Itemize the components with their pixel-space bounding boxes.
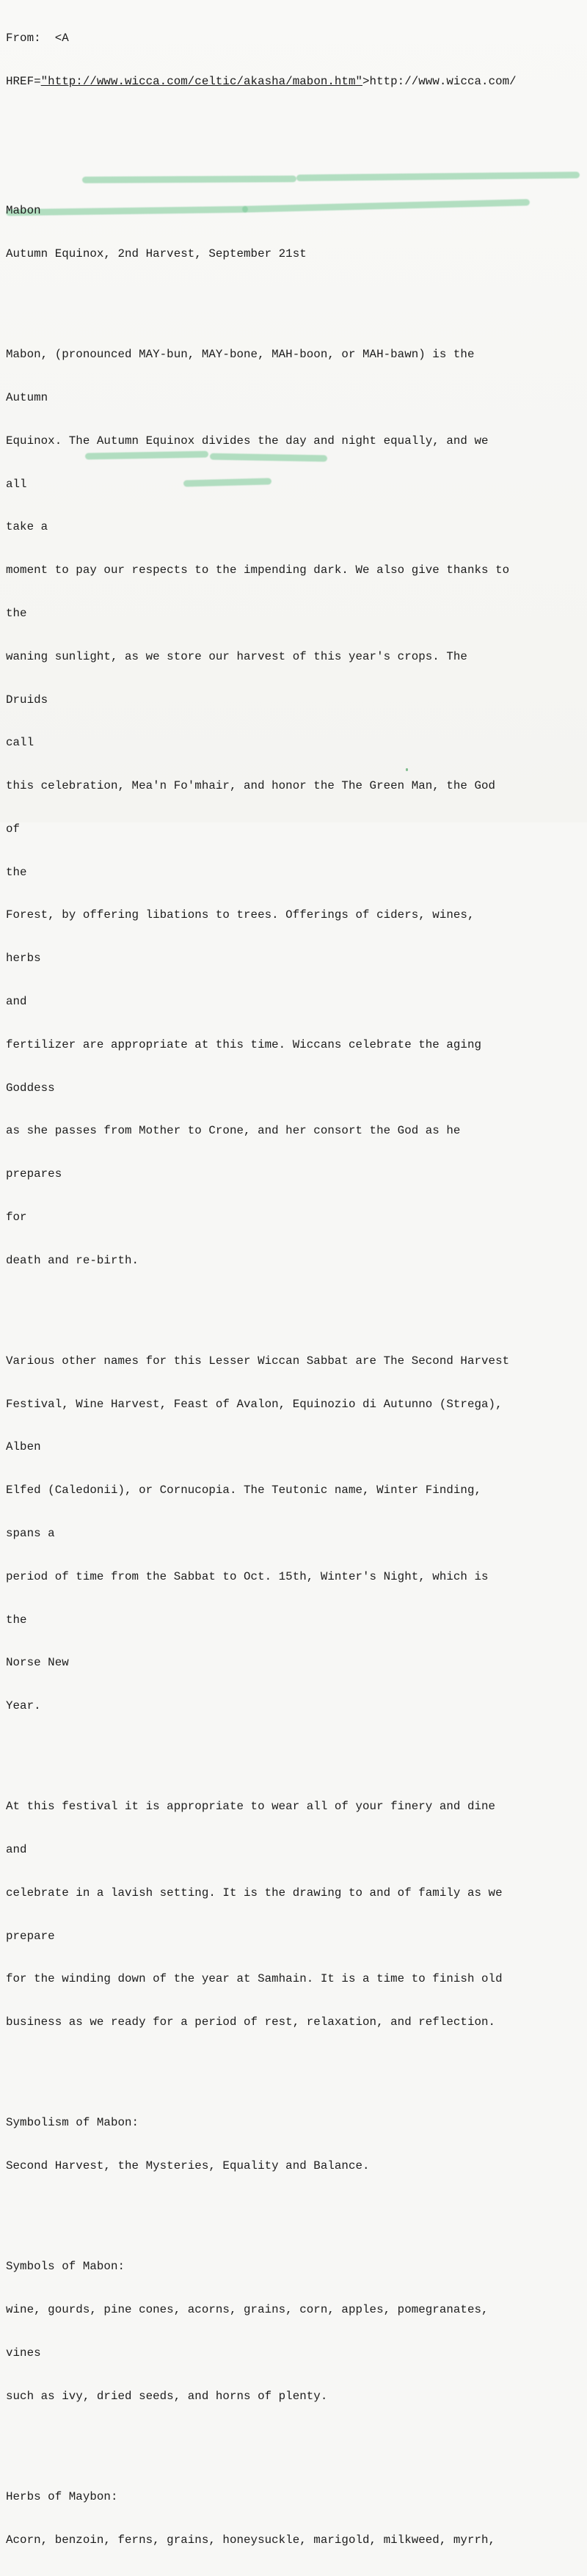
p1-line: Druids: [6, 693, 48, 707]
href-open: <A: [54, 32, 69, 45]
p2-line: Festival, Wine Harvest, Feast of Avalon, Equinozio di Autunno (Strega),: [6, 1397, 503, 1411]
symbolism-heading: Symbolism of Mabon:: [6, 2116, 139, 2130]
symbolism-text: Second Harvest, the Mysteries, Equality and Balance.: [6, 2159, 370, 2173]
p1-line: this celebration, Mea'n Fo'mhair, and honor the The Green Man, the God: [6, 779, 496, 793]
p2-line: Year.: [6, 1699, 41, 1713]
p1-line: the: [6, 606, 27, 620]
herbs-text: Acorn, benzoin, ferns, grains, honeysuckle, marigold, milkweed, myrrh,: [6, 2533, 496, 2547]
symbols-line: wine, gourds, pine cones, acorns, grains, corn, apples, pomegranates,: [6, 2303, 489, 2316]
p1-line: and: [6, 994, 27, 1008]
p3-line: celebrate in a lavish setting. It is the drawing to and of family as we: [6, 1886, 503, 1900]
p2-line: the: [6, 1613, 27, 1627]
href-link[interactable]: "http://www.wicca.com/celtic/akasha/mabon.htm": [40, 74, 363, 88]
header-from-line: [6, 32, 586, 46]
p1-line: take a: [6, 520, 48, 534]
p1-line: death and re-birth.: [6, 1253, 139, 1267]
p1-line: moment to pay our respects to the impending dark. We also give thanks to: [6, 563, 510, 577]
p1-line: call: [6, 736, 34, 750]
p2-line: Various other names for this Lesser Wiccan Sabbat are The Second Harvest: [6, 1354, 510, 1368]
p1-line: herbs: [6, 952, 41, 966]
p3-line: At this festival it is appropriate to wear all of your finery and dine: [6, 1800, 496, 1814]
p1-line: Goddess: [6, 1081, 55, 1095]
p2-line: period of time from the Sabbat to Oct. 15th, Winter's Night, which is: [6, 1569, 489, 1583]
p1-line: all: [6, 477, 27, 491]
p3-line: and: [6, 1843, 27, 1856]
p2-line: Norse New: [6, 1656, 69, 1670]
from-label: From:: [6, 32, 41, 45]
p2-line: spans a: [6, 1526, 55, 1540]
href-text: >http://www.wicca.com/: [362, 74, 517, 88]
header-href-line: [6, 75, 586, 90]
p1-line: fertilizer are appropriate at this time. Wiccans celebrate the aging: [6, 1037, 482, 1051]
p3-line: for the winding down of the year at Samhain. It is a time to finish old: [6, 1972, 503, 1986]
p1-line: of: [6, 822, 21, 836]
p3-line: business as we ready for a period of rest, relaxation, and reflection.: [6, 2015, 496, 2029]
document-text: [6, 3, 586, 2576]
p1-line: waning sunlight, as we store our harvest of this year's crops. The: [6, 649, 467, 663]
p1-line: prepares: [6, 1167, 62, 1181]
symbols-line: such as ivy, dried seeds, and horns of plenty.: [6, 2389, 328, 2403]
symbols-heading: Symbols of Mabon:: [6, 2260, 125, 2274]
p1-line: Mabon, (pronounced MAY-bun, MAY-bone, MAH-boon, or MAH-bawn) is the: [6, 348, 475, 362]
p1-line: as she passes from Mother to Crone, and her consort the God as he: [6, 1124, 461, 1138]
herbs-heading: Herbs of Maybon:: [6, 2489, 118, 2503]
p1-line: the: [6, 865, 27, 879]
href-prefix: HREF=: [6, 74, 41, 88]
p1-line: Forest, by offering libations to trees. Offerings of ciders, wines,: [6, 908, 475, 922]
title-name: Mabon: [6, 204, 41, 218]
title-subtitle: Autumn Equinox, 2nd Harvest, September 21st: [6, 247, 307, 261]
p1-line: Equinox. The Autumn Equinox divides the day and night equally, and we: [6, 434, 489, 448]
p2-line: Elfed (Caledonii), or Cornucopia. The Teutonic name, Winter Finding,: [6, 1484, 482, 1497]
p3-line: prepare: [6, 1929, 55, 1943]
p1-line: Autumn: [6, 391, 48, 405]
p2-line: Alben: [6, 1440, 41, 1454]
symbols-line: vines: [6, 2346, 41, 2360]
p1-line: for: [6, 1210, 27, 1224]
